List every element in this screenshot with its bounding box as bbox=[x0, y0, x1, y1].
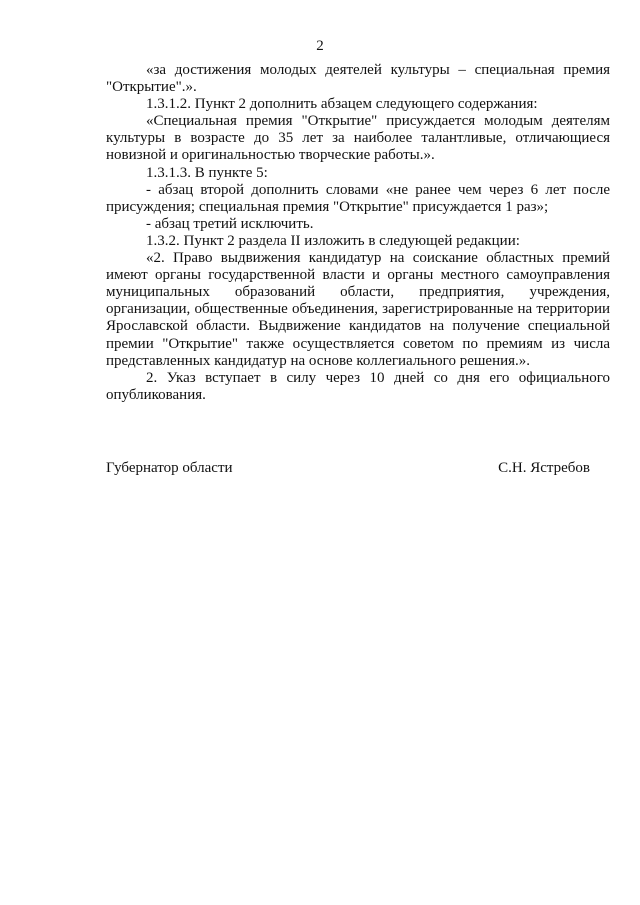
paragraph-item-1-3-1-3: 1.3.1.3. В пункте 5: bbox=[146, 164, 268, 181]
document-body bbox=[106, 62, 610, 404]
paragraph-item-1-3-1-2: 1.3.1.2. Пункт 2 дополнить абзацем следующего содержания: bbox=[146, 96, 538, 113]
paragraph-item-1-3-2: 1.3.2. Пункт 2 раздела II изложить в следующей редакции: bbox=[146, 232, 520, 249]
paragraph-special-premium-description: «Специальная премия "Открытие" присуждается молодым деятелям культуры в возрасте до 35 лет за наиболее талантливые, отличающиеся новизной и оригинальностью творческие работы.». bbox=[106, 113, 610, 164]
signature-position: Губернатор области bbox=[106, 460, 233, 476]
page-number: 2 bbox=[316, 38, 324, 54]
paragraph-premium-nomination-end: «за достижения молодых деятелей культуры – специальная премия "Открытие".». bbox=[106, 62, 610, 96]
paragraph-amend-second-subparagraph: - абзац второй дополнить словами «не ранее чем через 6 лет после присуждения; специальная премия "Открытие" присуждается 1 раз»; bbox=[106, 181, 610, 215]
signature-name: С.Н. Ястребов bbox=[498, 460, 590, 476]
paragraph-effective-date: 2. Указ вступает в силу через 10 дней со дня его официального опубликования. bbox=[106, 369, 610, 403]
signature-block bbox=[106, 460, 590, 477]
paragraph-delete-third-subparagraph: - абзац третий исключить. bbox=[146, 215, 314, 232]
paragraph-nomination-rights: «2. Право выдвижения кандидатур на соискание областных премий имеют органы государственной власти и органы местного самоуправления муниципальных образований области, предприятия, учреждения, организации, общественные объединения, зарегистрированные на территории Ярославской области. Выдвижение кандидатов на получение специальной премии "Открытие" также осуществляется советом по премиям из числа представленных кандидатур на основе коллегиального решения.». bbox=[106, 250, 610, 369]
